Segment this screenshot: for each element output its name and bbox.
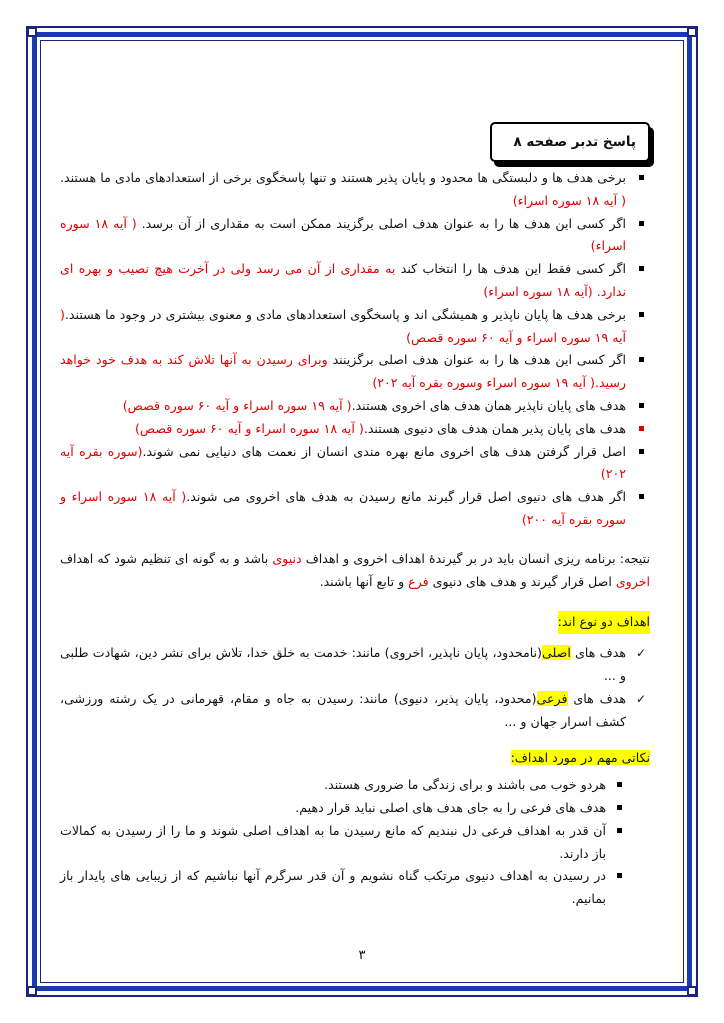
list-item	[60, 349, 650, 395]
points-heading: نکاتی مهم در مورد اهداف:	[510, 750, 650, 766]
key-point-item: هردو خوب می باشند و برای زندگی ما ضروری هستند.	[60, 774, 630, 797]
border-corner	[27, 27, 37, 37]
item-text: اگر هدف های دنیوی اصل قرار گیرند مانع رسیدن به هدف های اخروی می شوند.	[186, 489, 627, 505]
list-item	[60, 418, 650, 441]
verse-reference: ( آیه ۱۹ سوره اسراء و آیه ۶۰ سوره قصص)	[122, 397, 352, 413]
verse-reference: ( آیه ۱۸ سوره اسراء)	[60, 215, 626, 254]
item-text: برخی هدف ها پایان ناپذیر و همیشگی اند و پاسخگوی استعدادهای مادی و معنوی بیشتری در وجود ما هستند.	[64, 306, 626, 322]
item-text: اگر کسی این هدف ها را به عنوان هدف اصلی برگزینند	[327, 352, 626, 368]
verse-reference: وبرای رسیدن به آنها تلاش کند به هدف خود خواهد رسید.	[60, 352, 626, 391]
item-text: اگر کسی این هدف ها را به عنوان هدف اصلی برگزیند ممکن است به مقداری از آن برسد.	[141, 215, 626, 231]
verse-reference: (سوره بقره آیه ۲۰۲)	[60, 443, 626, 482]
conclusion-highlight: اخروی	[615, 573, 650, 589]
conclusion-text: باشد و به گونه ای تنظیم شود که اهداف	[60, 550, 273, 566]
conclusion-text: و تابع آنها باشند.	[319, 573, 409, 589]
list-item	[60, 258, 650, 304]
verse-reference: ( آیه ۱۸ سوره اسراء و سوره بقره آیه ۲۰۰)	[60, 489, 626, 527]
goal-type-text: هدف های	[567, 690, 626, 706]
item-text: برخی هدف ها و دلبستگی ها محدود و پایان پذیر هستند و تنها پاسخگوی برخی از استعدادهای مادی ما هستند.	[60, 170, 626, 185]
item-text: هدف های پایان ناپذیر همان هدف های اخروی هستند.	[351, 397, 626, 413]
border-corner	[27, 986, 37, 996]
border-corner	[687, 986, 697, 996]
conclusion-highlight: دنیوی	[272, 550, 302, 566]
border-corner	[687, 27, 697, 37]
goal-type-text: هدف های	[570, 645, 626, 661]
list-item	[60, 486, 650, 532]
goal-type-text: (محدود، پایان پذیر، دنیوی) مانند: رسیدن به جاه و مقام، قهرمانی در یک رشته ورزشی، کشف اسرار جهان و ...	[60, 690, 626, 729]
goal-type-item	[60, 688, 650, 734]
list-item	[60, 167, 650, 213]
conclusion-text: نتیجه: برنامه ریزی انسان باید در بر گیرندۀ اهداف اخروی و اهداف	[301, 550, 650, 566]
verse-reference: ( آیه ۱۹ سوره اسراء وسوره بقره آیه ۲۰۲)	[372, 375, 595, 391]
page-title: پاسخ تدبر صفحه ۸	[490, 122, 650, 162]
list-item	[60, 213, 650, 259]
goal-type-text: (نامحدود، پایان ناپذیر، اخروی) مانند: خدمت به خلق خدا، تلاش برای نشر دین، شهادت طلبی و ...	[60, 645, 626, 683]
key-point-item: آن قدر به اهداف فرعی دل نبندیم که مانع رسیدن ما به اهداف اصلی شوند و ما را از رسیدن به کمالات باز دارند.	[60, 820, 630, 866]
item-text: اصل قرار گرفتن هدف های اخروی مانع بهره مندی انسان از نعمت های دنیایی نمی شوند.	[142, 443, 626, 459]
item-text: هدف های پایان پذیر همان هدف های دنیوی هستند.	[363, 420, 626, 436]
goal-types-list	[60, 642, 650, 733]
list-item	[60, 441, 650, 487]
goal-type-highlight: فرعی	[536, 690, 568, 706]
verse-reference: ( آیه ۱۸ سوره اسراء)	[512, 192, 626, 208]
types-heading: اهداف دو نوع اند:	[558, 611, 650, 634]
conclusion-paragraph	[60, 548, 650, 594]
verse-reference: به مقداری از آن می رسد ولی در آخرت هیچ نصیب و بهره ای ندارد. (آیه ۱۸ سوره اسراء)	[60, 261, 626, 299]
goal-type-item	[60, 642, 650, 688]
goal-type-highlight: اصلی	[541, 645, 571, 661]
page-number: ۳	[358, 948, 366, 963]
answer-list	[60, 167, 650, 532]
list-item	[60, 304, 650, 350]
item-text: اگر کسی فقط این هدف ها را انتخاب کند	[395, 261, 626, 277]
verse-reference: ( آیه ۱۹ سوره اسراء و آیه ۶۰ سوره قصص)	[60, 306, 626, 345]
key-point-item: در رسیدن به اهداف دنیوی مرتکب گناه نشویم و آن قدر سرگرم آنها نباشیم که از زیبایی های پایدار باز بمانیم.	[60, 865, 630, 911]
verse-reference: ( آیه ۱۸ سوره اسراء و آیه ۶۰ سوره قصص)	[135, 420, 364, 436]
key-point-item: هدف های فرعی را به جای هدف های اصلی نباید قرار دهیم.	[60, 797, 630, 820]
conclusion-highlight: فرع	[408, 573, 429, 589]
list-item	[60, 395, 650, 418]
conclusion-text: اصل قرار گیرند و هدف های دنیوی	[428, 573, 616, 589]
key-points-list	[60, 774, 630, 911]
